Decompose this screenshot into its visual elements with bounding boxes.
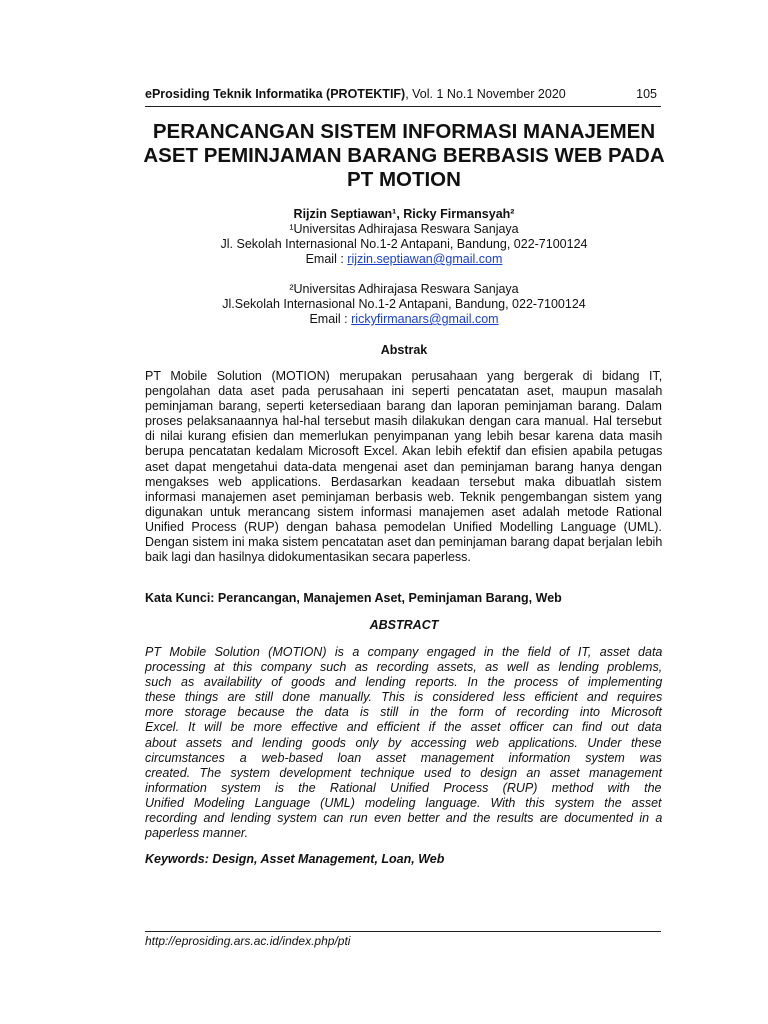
footer-rule [145, 931, 661, 932]
abstrak-line: informasi manajemen aset peminjaman berbasis web. Teknik pengembangan sistem yang [145, 489, 662, 504]
footer-url[interactable]: http://eprosiding.ars.ac.id/index.php/pti [145, 934, 351, 948]
title-line: PT MOTION [347, 168, 461, 191]
title-line: PERANCANGAN SISTEM INFORMASI MANAJEMEN [152, 120, 656, 143]
abstract-line: more storage because the data is still in the form of recording into Microsoft [145, 705, 662, 720]
abstrak-line: peminjaman barang, seperti ketersediaan barang dan laporan peminjaman barang. Dalam [145, 399, 662, 414]
abstrak-line: di nilai kurang efisien dan memerlukan penyimpanan yang lebih besar karena data masih [145, 429, 663, 444]
abstract-heading: ABSTRACT [369, 618, 439, 632]
abstract-line: processing at this company such as recording assets, as well as lending problems, [145, 660, 663, 675]
journal-info [145, 87, 566, 101]
abstrak-line: Dengan sistem ini maka sistem pencatatan aset dan peminjaman barang dapat berjalan lebih [145, 535, 663, 550]
running-header [145, 87, 657, 107]
email-label: Email : [305, 252, 348, 266]
abstract-line: recording and lending system can run even better and the results are documented in a [145, 811, 663, 826]
abstract-line: Unified Modeling Language (UML) modeling language. With this system the asset [145, 795, 662, 810]
author-names: Rijzin Septiawan¹, Ricky Firmansyah² [293, 207, 515, 221]
abstrak-line: Unified Process (RUP) dengan bahasa pemodelan Unified Modelling Language (UML). [145, 519, 662, 534]
paper-title [140, 120, 668, 192]
abstrak-line: aset dapat mengetahui data-data mengenai aset dan peminjaman barang hanya dengan [145, 459, 662, 474]
journal-name: eProsiding Teknik Informatika (PROTEKTIF) [145, 87, 406, 101]
header-rule [145, 106, 661, 107]
address-2: Jl.Sekolah Internasional No.1-2 Antapani, Bandung, 022-7100124 [222, 297, 586, 311]
affiliation-1: ¹Universitas Adhirajasa Reswara Sanjaya [289, 222, 519, 236]
email-line-1 [140, 252, 668, 267]
title-line: ASET PEMINJAMAN BARANG BERBASIS WEB PADA [143, 144, 665, 167]
abstrak-line: digunakan untuk merancang sistem informasi manajemen aset adalah metode Rational [145, 504, 662, 519]
abstract-line: Excel. It will be more effective and efficient if the asset officer can find out data [145, 720, 662, 735]
email-line-2 [140, 312, 668, 327]
address-1: Jl. Sekolah Internasional No.1-2 Antapani, Bandung, 022-7100124 [220, 237, 588, 251]
kata-kunci: Kata Kunci: Perancangan, Manajemen Aset, Peminjaman Barang, Web [145, 591, 562, 605]
affiliation-2: ²Universitas Adhirajasa Reswara Sanjaya [289, 282, 519, 296]
abstract-line: information system is the Rational Unified Process (RUP) method with the [145, 780, 662, 795]
abstract-line: about assets and lending goods only by accessing web applications. Under these [145, 735, 662, 750]
abstract-body [145, 645, 662, 841]
journal-volume: , Vol. 1 No.1 November 2020 [405, 87, 566, 101]
email-label: Email : [309, 312, 352, 326]
abstrak-heading: Abstrak [380, 343, 428, 357]
page-number: 105 [636, 87, 657, 101]
email-link-2[interactable]: rickyfirmanars@gmail.com [351, 312, 499, 326]
abstract-line: PT Mobile Solution (MOTION) is a company engaged in the field of IT, asset data [145, 645, 663, 659]
keywords: Keywords: Design, Asset Management, Loan, Web [145, 852, 445, 866]
abstrak-line: PT Mobile Solution (MOTION) merupakan perusahaan yang bergerak di bidang IT, [145, 369, 663, 383]
abstract-line: circumstances a web-based loan asset management information system was [145, 750, 662, 765]
abstract-line: these things are still done manually. This is considered less efficient and requires [145, 690, 663, 705]
abstract-line: created. The system development technique used to design an asset management [145, 765, 662, 780]
abstrak-line: berupa pencatatan kedalam Microsoft Excel. Akan lebih efektif dan efisien apabila petugas [145, 444, 663, 459]
abstrak-line: proses pelaksanaannya hal-hal tersebut masih dilakukan dengan cara manual. Hal tersebut [145, 414, 662, 429]
abstrak-line: mengakses web applications. Berdasarkan keadaan tersebut maka dibuatlah sistem [145, 474, 662, 489]
abstract-line: paperless manner. [145, 826, 249, 841]
abstract-line: such as availability of goods and lending reports. In the process of implementing [145, 675, 663, 690]
abstrak-line: baik lagi dan hasilnya didokumentasikan secara paperless. [145, 550, 471, 565]
abstrak-body [145, 369, 662, 565]
abstrak-line: pengolahan data aset pada perusahaan ini seperti pencatatan aset, maupun masalah [145, 384, 663, 399]
email-link-1[interactable]: rijzin.septiawan@gmail.com [347, 252, 503, 266]
